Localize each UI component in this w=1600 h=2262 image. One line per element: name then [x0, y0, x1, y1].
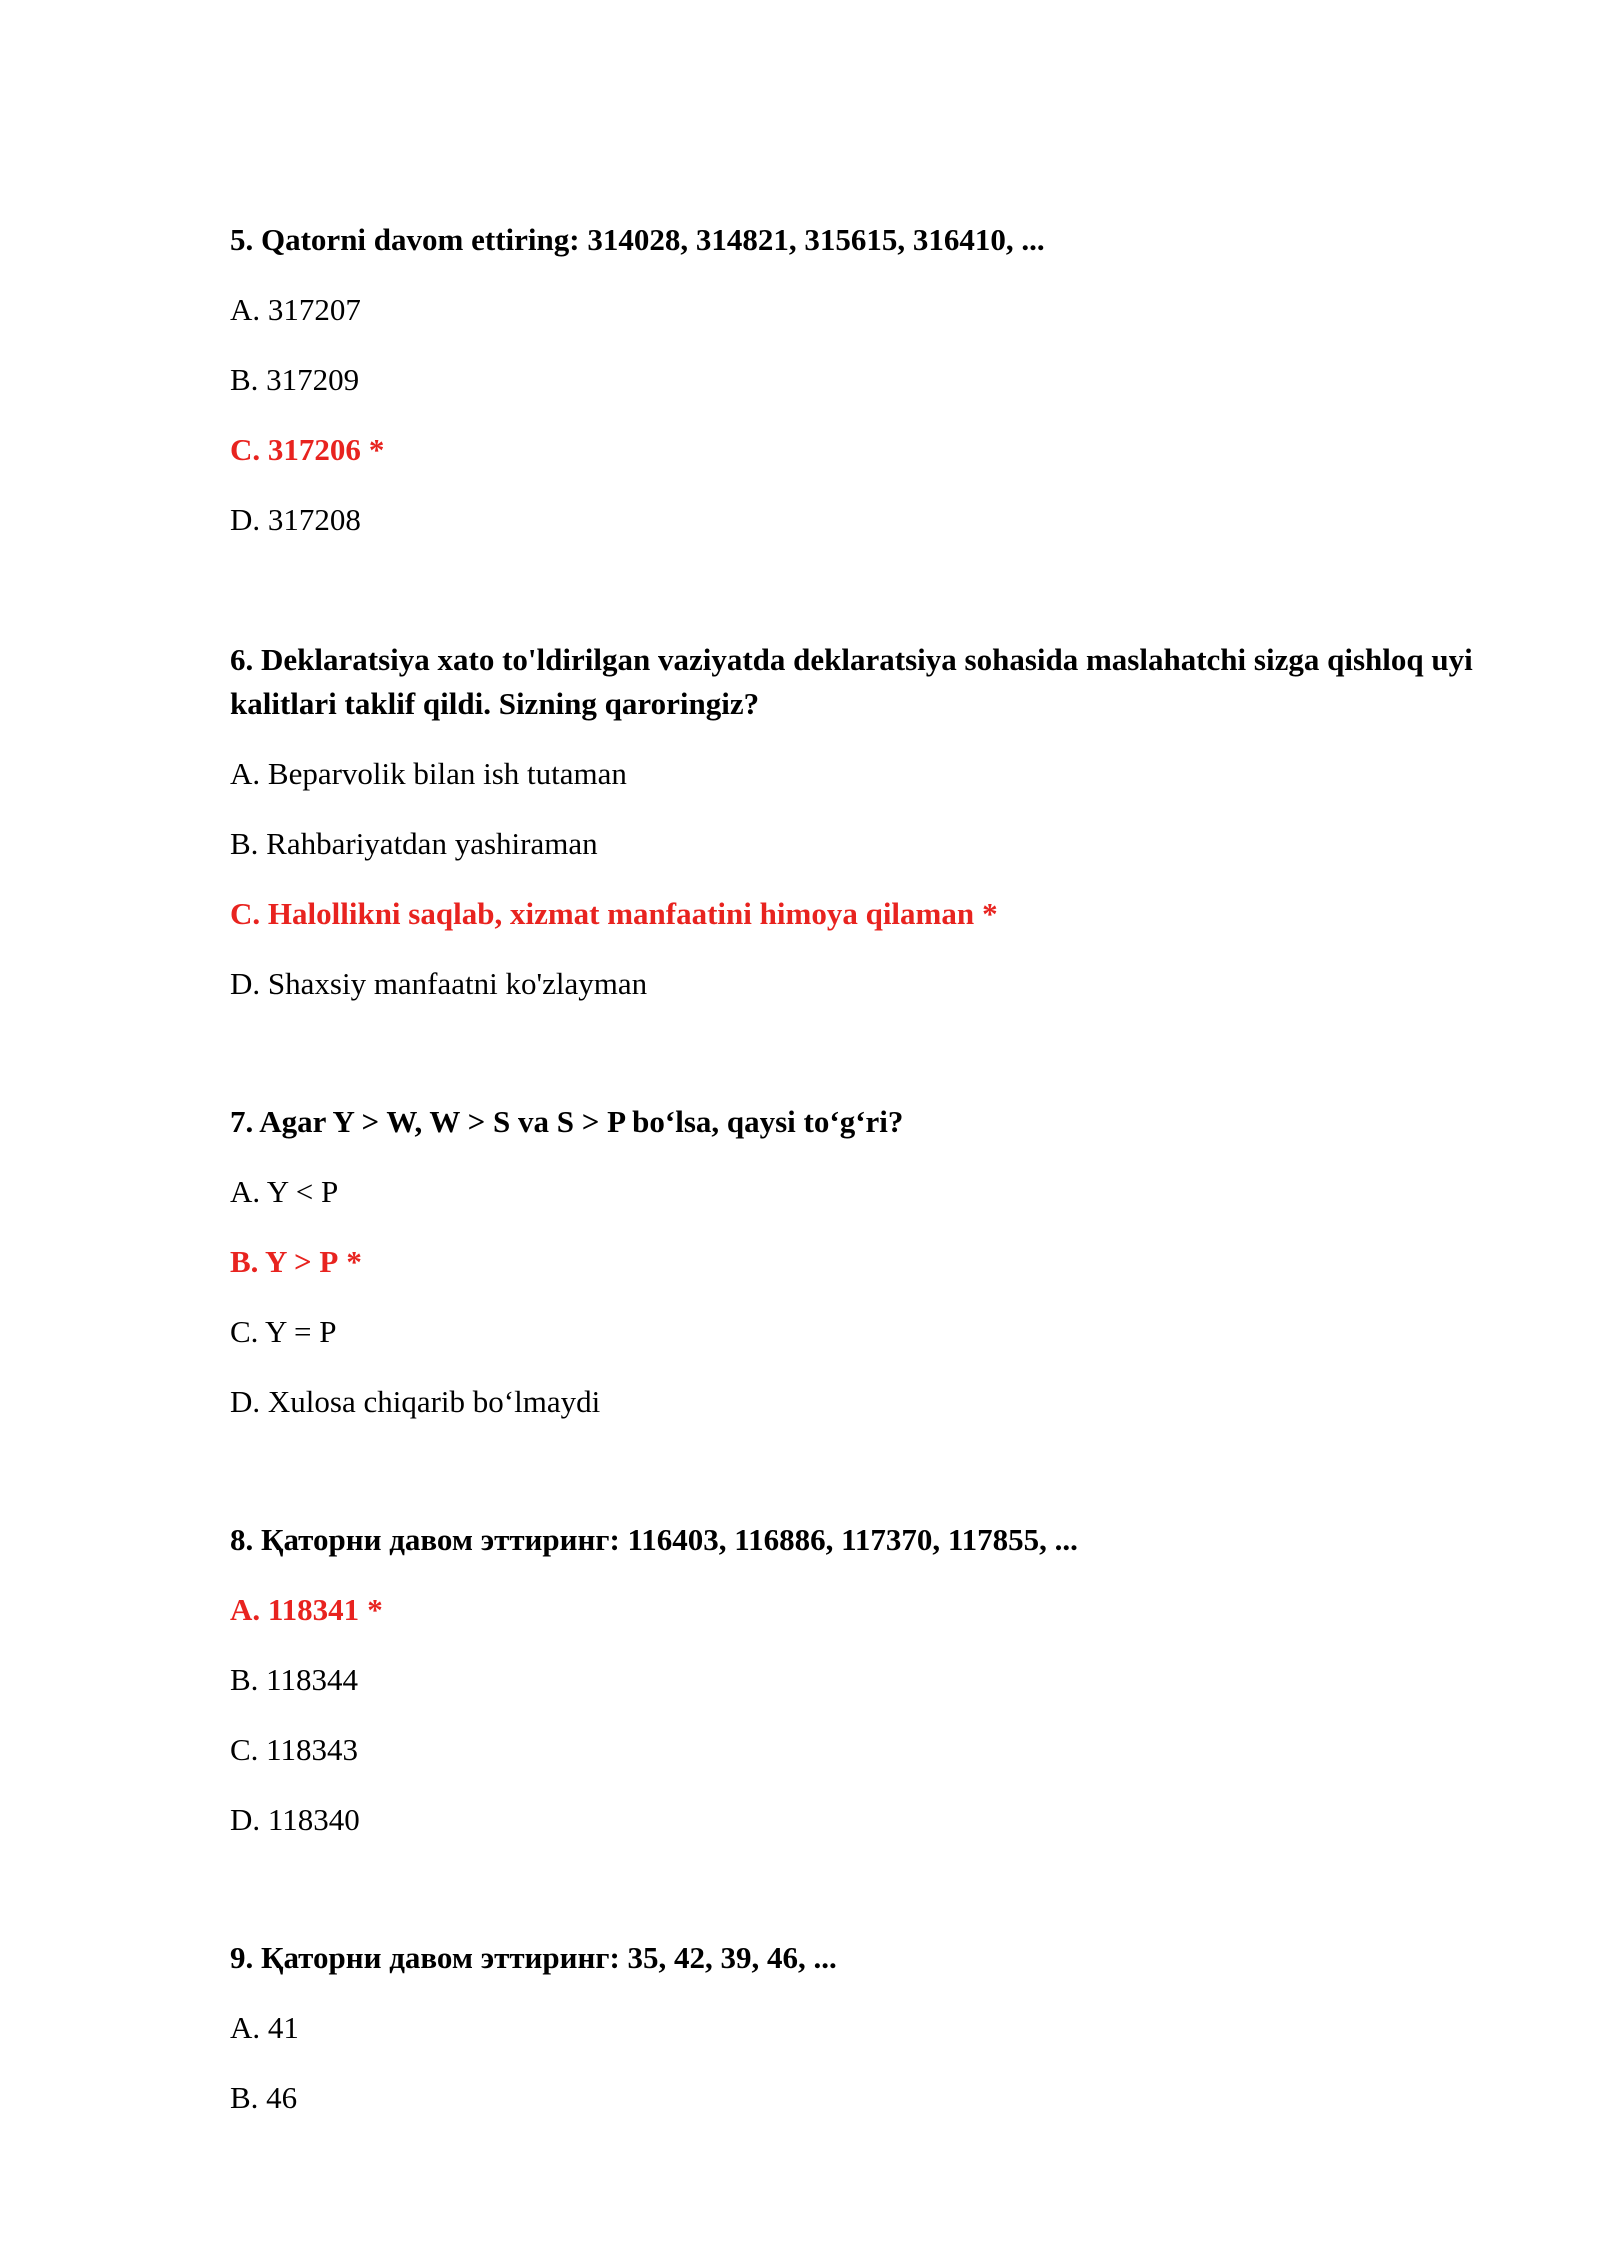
option-b — [230, 1658, 1490, 1702]
option-label: C. 118343 — [230, 1732, 359, 1767]
question-text: 9. Қаторни давом эттиринг: 35, 42, 39, 46, ... — [230, 1940, 837, 1975]
option-a — [230, 1170, 1490, 1214]
option-d — [230, 498, 1490, 542]
correct-marker: * — [368, 432, 385, 467]
option-label: B. Rahbariyatdan yashiraman — [230, 826, 598, 861]
correct-marker: * — [982, 896, 998, 931]
question-text: 7. Agar Y > W, W > S va S > P bo‘lsa, qaysi to‘g‘ri? — [230, 1104, 904, 1139]
correct-marker: * — [346, 1244, 362, 1279]
option-a — [230, 2006, 1490, 2050]
option-d — [230, 1380, 1490, 1424]
question-text: 5. Qatorni davom ettiring: 314028, 314821, 315615, 316410, ... — [230, 222, 1045, 257]
option-b — [230, 2076, 1490, 2120]
option-label: A. 317207 — [230, 292, 361, 327]
option-a — [230, 752, 1490, 796]
correct-marker: * — [367, 1592, 383, 1627]
option-c-correct — [230, 428, 1490, 472]
option-b-correct — [230, 1240, 1490, 1284]
option-c-correct — [230, 892, 1490, 936]
option-label: A. Beparvolik bilan ish tutaman — [230, 756, 627, 791]
option-label: A. 41 — [230, 2010, 299, 2045]
option-c — [230, 1728, 1490, 1772]
option-label: D. Shaxsiy manfaatni ko'zlayman — [230, 966, 648, 1001]
option-label: B. 317209 — [230, 362, 360, 397]
question-5 — [230, 218, 1490, 568]
option-label: A. 118341 — [230, 1592, 360, 1627]
question-9 — [230, 1936, 1490, 2146]
question-8 — [230, 1518, 1490, 1868]
question-7 — [230, 1100, 1490, 1450]
option-label: C. Halollikni saqlab, xizmat manfaatini himoya qilaman — [230, 896, 975, 931]
question-6 — [230, 638, 1490, 1032]
option-c — [230, 1310, 1490, 1354]
option-label: D. Xulosa chiqarib bo‘lmaydi — [230, 1384, 601, 1419]
option-a-correct — [230, 1588, 1490, 1632]
option-a — [230, 288, 1490, 332]
option-d — [230, 962, 1490, 1006]
option-label: B. 118344 — [230, 1662, 359, 1697]
option-b — [230, 358, 1490, 402]
option-label: B. 46 — [230, 2080, 298, 2115]
option-label: B. Y > P — [230, 1244, 339, 1279]
option-label: D. 317208 — [230, 502, 361, 537]
option-b — [230, 822, 1490, 866]
question-text: 6. Deklaratsiya xato to'ldirilgan vaziyatda deklaratsiya sohasida maslahatchi sizga qishloq uyi kalitlari taklif qildi. Sizning qaroringiz? — [230, 642, 1473, 721]
question-text: 8. Қаторни давом эттиринг: 116403, 116886, 117370, 117855, ... — [230, 1522, 1078, 1557]
option-label: A. Y < P — [230, 1174, 339, 1209]
option-label: C. Y = P — [230, 1314, 337, 1349]
option-label: D. 118340 — [230, 1802, 360, 1837]
option-d — [230, 1798, 1490, 1842]
option-label: C. 317206 — [230, 432, 361, 467]
